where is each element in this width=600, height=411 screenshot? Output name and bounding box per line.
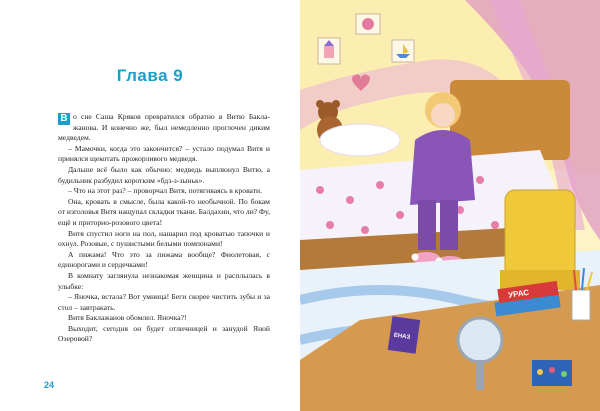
bedroom-illustration <box>300 0 600 411</box>
jewelry-box <box>532 360 572 386</box>
yellow-chair <box>500 190 580 290</box>
paragraph: В комнату заглянула незнакомая женщина и расплылась в улыбке: <box>58 270 270 291</box>
book-small <box>388 316 420 354</box>
paragraph: – Что на этот раз? – проворчал Витя, потягиваясь в кровати. <box>68 186 263 196</box>
paragraph: Выходит, сегодня он будет отличницей и занудой Яной Озеровой? <box>58 323 270 344</box>
wall-picture-boat <box>392 40 414 62</box>
book-title: УРАС <box>507 287 530 300</box>
paragraph: Витя Баклажанов обомлел. Яночка?! <box>68 313 187 323</box>
drop-cap: В <box>58 113 70 125</box>
paragraph: Она, кровать в смысле, была какой-то необычной. По бокам от изголовья Витя нащупал складки ткани. Балдахин, что ли? Фу, ещё и приторно-розового цвета! <box>58 196 270 227</box>
paragraph: Витя спустил ноги на пол, нашарил под кроватью тапочки и охнул. Розовые, с пушистыми белыми помпонами! <box>58 228 270 249</box>
body-text <box>58 112 270 345</box>
book2-title: ЕНАЗ <box>393 332 411 341</box>
paragraph: В о сне Саша Кряков превратился обратно в Витю Баклажанова. И конечно же, был немедленно проглочен диким медведем. <box>58 112 270 143</box>
pillow <box>320 124 400 156</box>
paragraph: Дальше всё было как обычно: медведь выплюнул Витю, а будильник разбудил коротким «бдз-з-зыньк». <box>58 164 270 185</box>
paragraph: А пижама! Что это за пижама вообще? Фиолетовая, с единорогами и сердечками! <box>58 249 270 270</box>
wall-picture-castle <box>318 38 340 64</box>
paragraph: – Мамочки, когда это закончится? – устало подумал Витя и принялся щекотать прожорливого медведя. <box>58 143 270 164</box>
chapter-title: Глава 9 <box>116 66 184 85</box>
wall-picture-house <box>356 14 380 34</box>
page-number: 24 <box>44 380 55 390</box>
paragraph: – Яночка, встала? Вот умница! Беги скорее чистить зубы и за стол – завтракать. <box>58 292 270 312</box>
right-page <box>300 0 600 411</box>
